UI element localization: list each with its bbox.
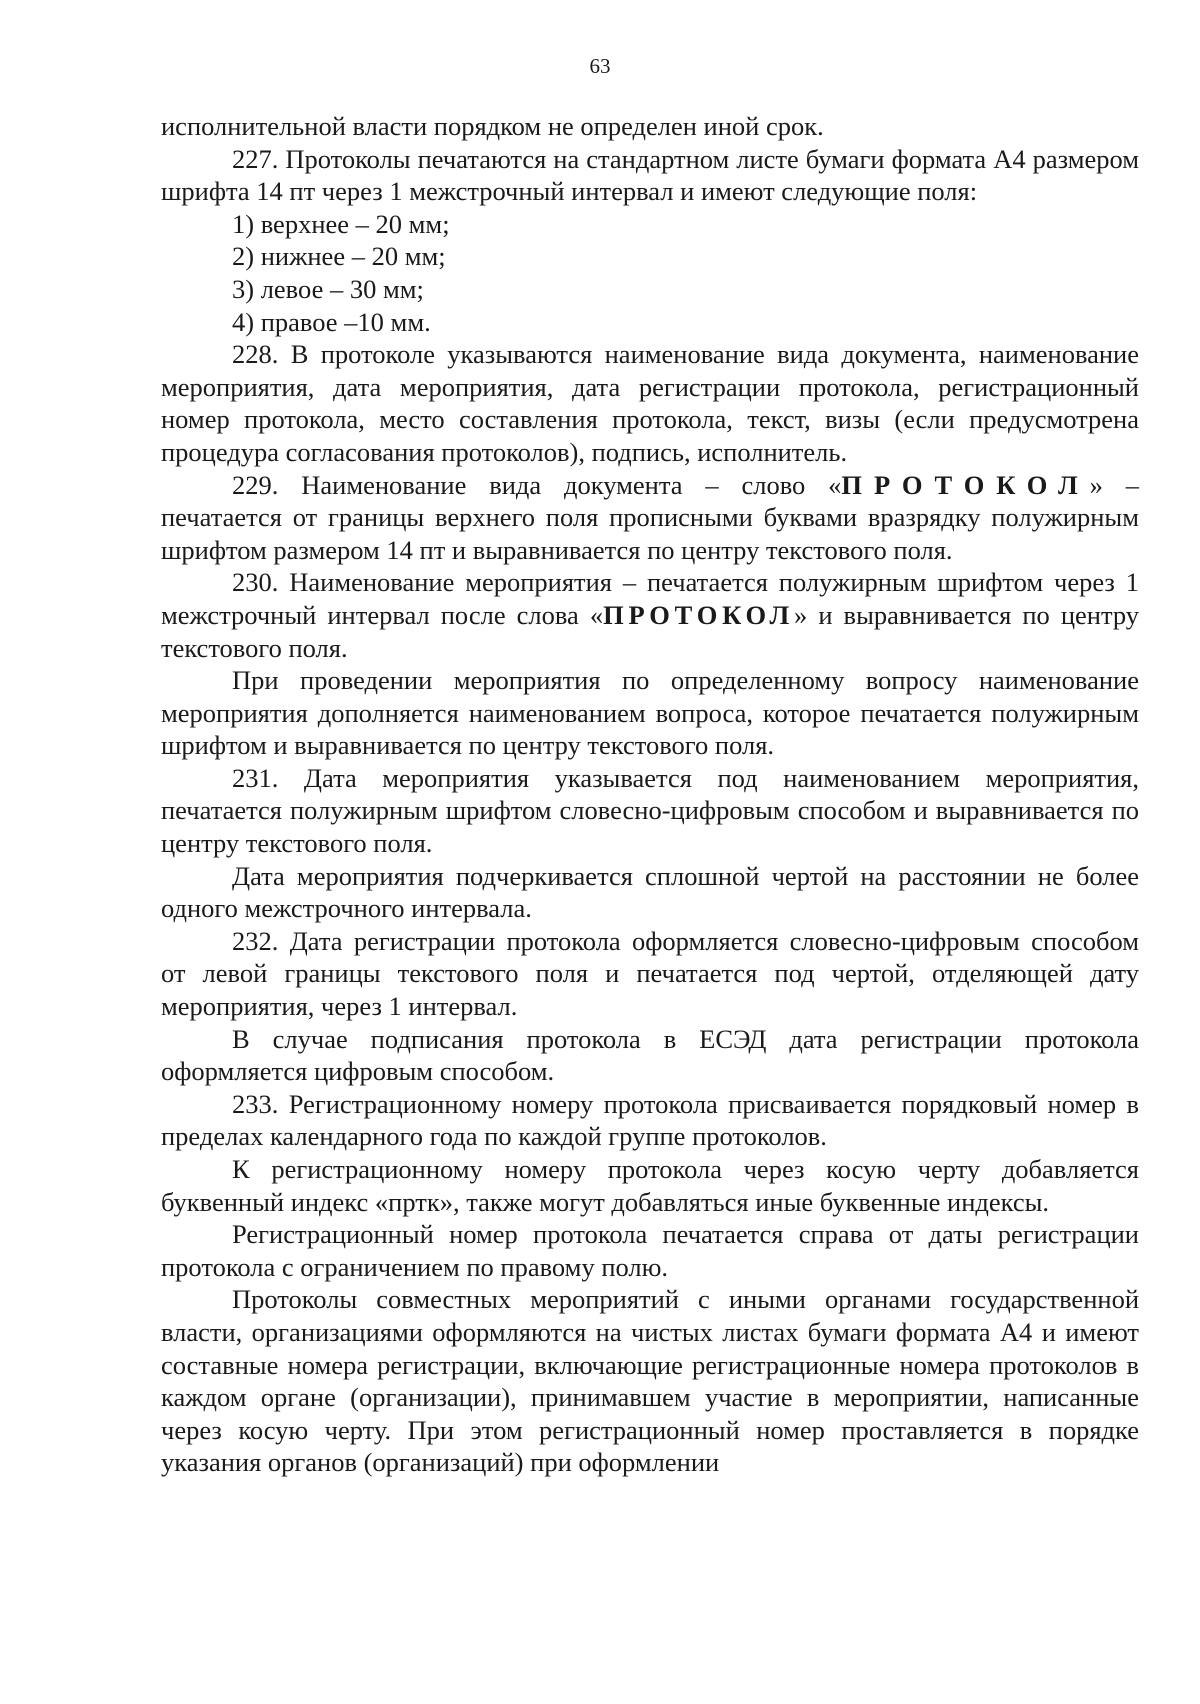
list-item-left-margin: 3) левое – 30 мм;	[232, 273, 424, 304]
list-item-bottom-margin: 2) нижнее – 20 мм;	[232, 241, 446, 272]
list-item-right-margin: 4) правое –10 мм.	[232, 306, 431, 337]
paragraph-230-note: При проведении мероприятия по определенному вопросу наименование мероприятия дополняется наименованием вопроса, которое печатается полужирным шрифтом и выравнивается по центру текстового поля.	[161, 665, 1139, 761]
paragraph-230-start: 230. Наименование мероприятия – печатается полужирным шрифтом через 1 межстрочный интервал после слова «	[161, 567, 1139, 630]
paragraph-229-end: » – печатается от границы верхнего поля прописными буквами вразрядку полужирным шрифтом размером 14 пт и выравнивается по центру текстового поля.	[161, 469, 1139, 565]
paragraph-230	[161, 566, 1139, 664]
paragraph-231: 231. Дата мероприятия указывается под наименованием мероприятия, печатается полужирным шрифтом словесно-цифровым способом и выравнивается по центру текстового поля.	[161, 762, 1139, 859]
paragraph-231-note: Дата мероприятия подчеркивается сплошной чертой на расстоянии не более одного межстрочного интервала.	[161, 860, 1139, 924]
page-number: 63	[589, 54, 611, 78]
paragraph-230-end: » и выравнивается по центру текстового поля.	[161, 599, 1139, 663]
paragraph-229	[161, 469, 1139, 567]
paragraph-233-joint: Протоколы совместных мероприятий с иными органами государственной власти, организациями оформляются на чистых листах бумаги формата А4 и имеют составные номера регистрации, включающие регистрационные номера протоколов в каждом органе (организации), принимавшем участие в мероприятии, написанные через косую черту. При этом регистрационный номер проставляется в порядке указания органов (организаций) при оформлении	[161, 1284, 1139, 1478]
protocol-word-spaced: ПРОТОКОЛ	[841, 469, 1090, 500]
paragraph-232-note: В случае подписания протокола в ЕСЭД дата регистрации протокола оформляется цифровым способом.	[161, 1023, 1139, 1087]
paragraph-233-index: К регистрационному номеру протокола через косую черту добавляется буквенный индекс «пртк», также могут добавляться иные буквенные индексы.	[161, 1154, 1139, 1217]
document-body	[161, 110, 1139, 1479]
protocol-word-bold: ПРОТОКОЛ	[603, 599, 795, 630]
paragraph-233: 233. Регистрационному номеру протокола присваивается порядковый номер в пределах календарного года по каждой группе протоколов.	[161, 1088, 1139, 1152]
paragraph-232: 232. Дата регистрации протокола оформляется словесно-цифровым способом от левой границы текстового поля и печатается под чертой, отделяющей дату мероприятия, через 1 интервал.	[161, 925, 1139, 1022]
paragraph-228: 228. В протоколе указываются наименование вида документа, наименование мероприятия, дата мероприятия, дата регистрации протокола, регистрационный номер протокола, место составления протокола, текст, визы (если предусмотрена процедура согласования протоколов), подпись, исполнитель.	[161, 339, 1139, 467]
paragraph-227: 227. Протоколы печатаются на стандартном листе бумаги формата А4 размером шрифта 14 пт через 1 межстрочный интервал и имеют следующие поля:	[161, 143, 1139, 207]
paragraph-233-placement: Регистрационный номер протокола печатается справа от даты регистрации протокола с ограничением по правому полю.	[161, 1219, 1139, 1282]
list-item-top-margin: 1) верхнее – 20 мм;	[232, 208, 450, 239]
paragraph-continuation: исполнительной власти порядком не определен иной срок.	[161, 111, 824, 141]
paragraph-229-start: 229. Наименование вида документа – слово «	[232, 469, 842, 500]
